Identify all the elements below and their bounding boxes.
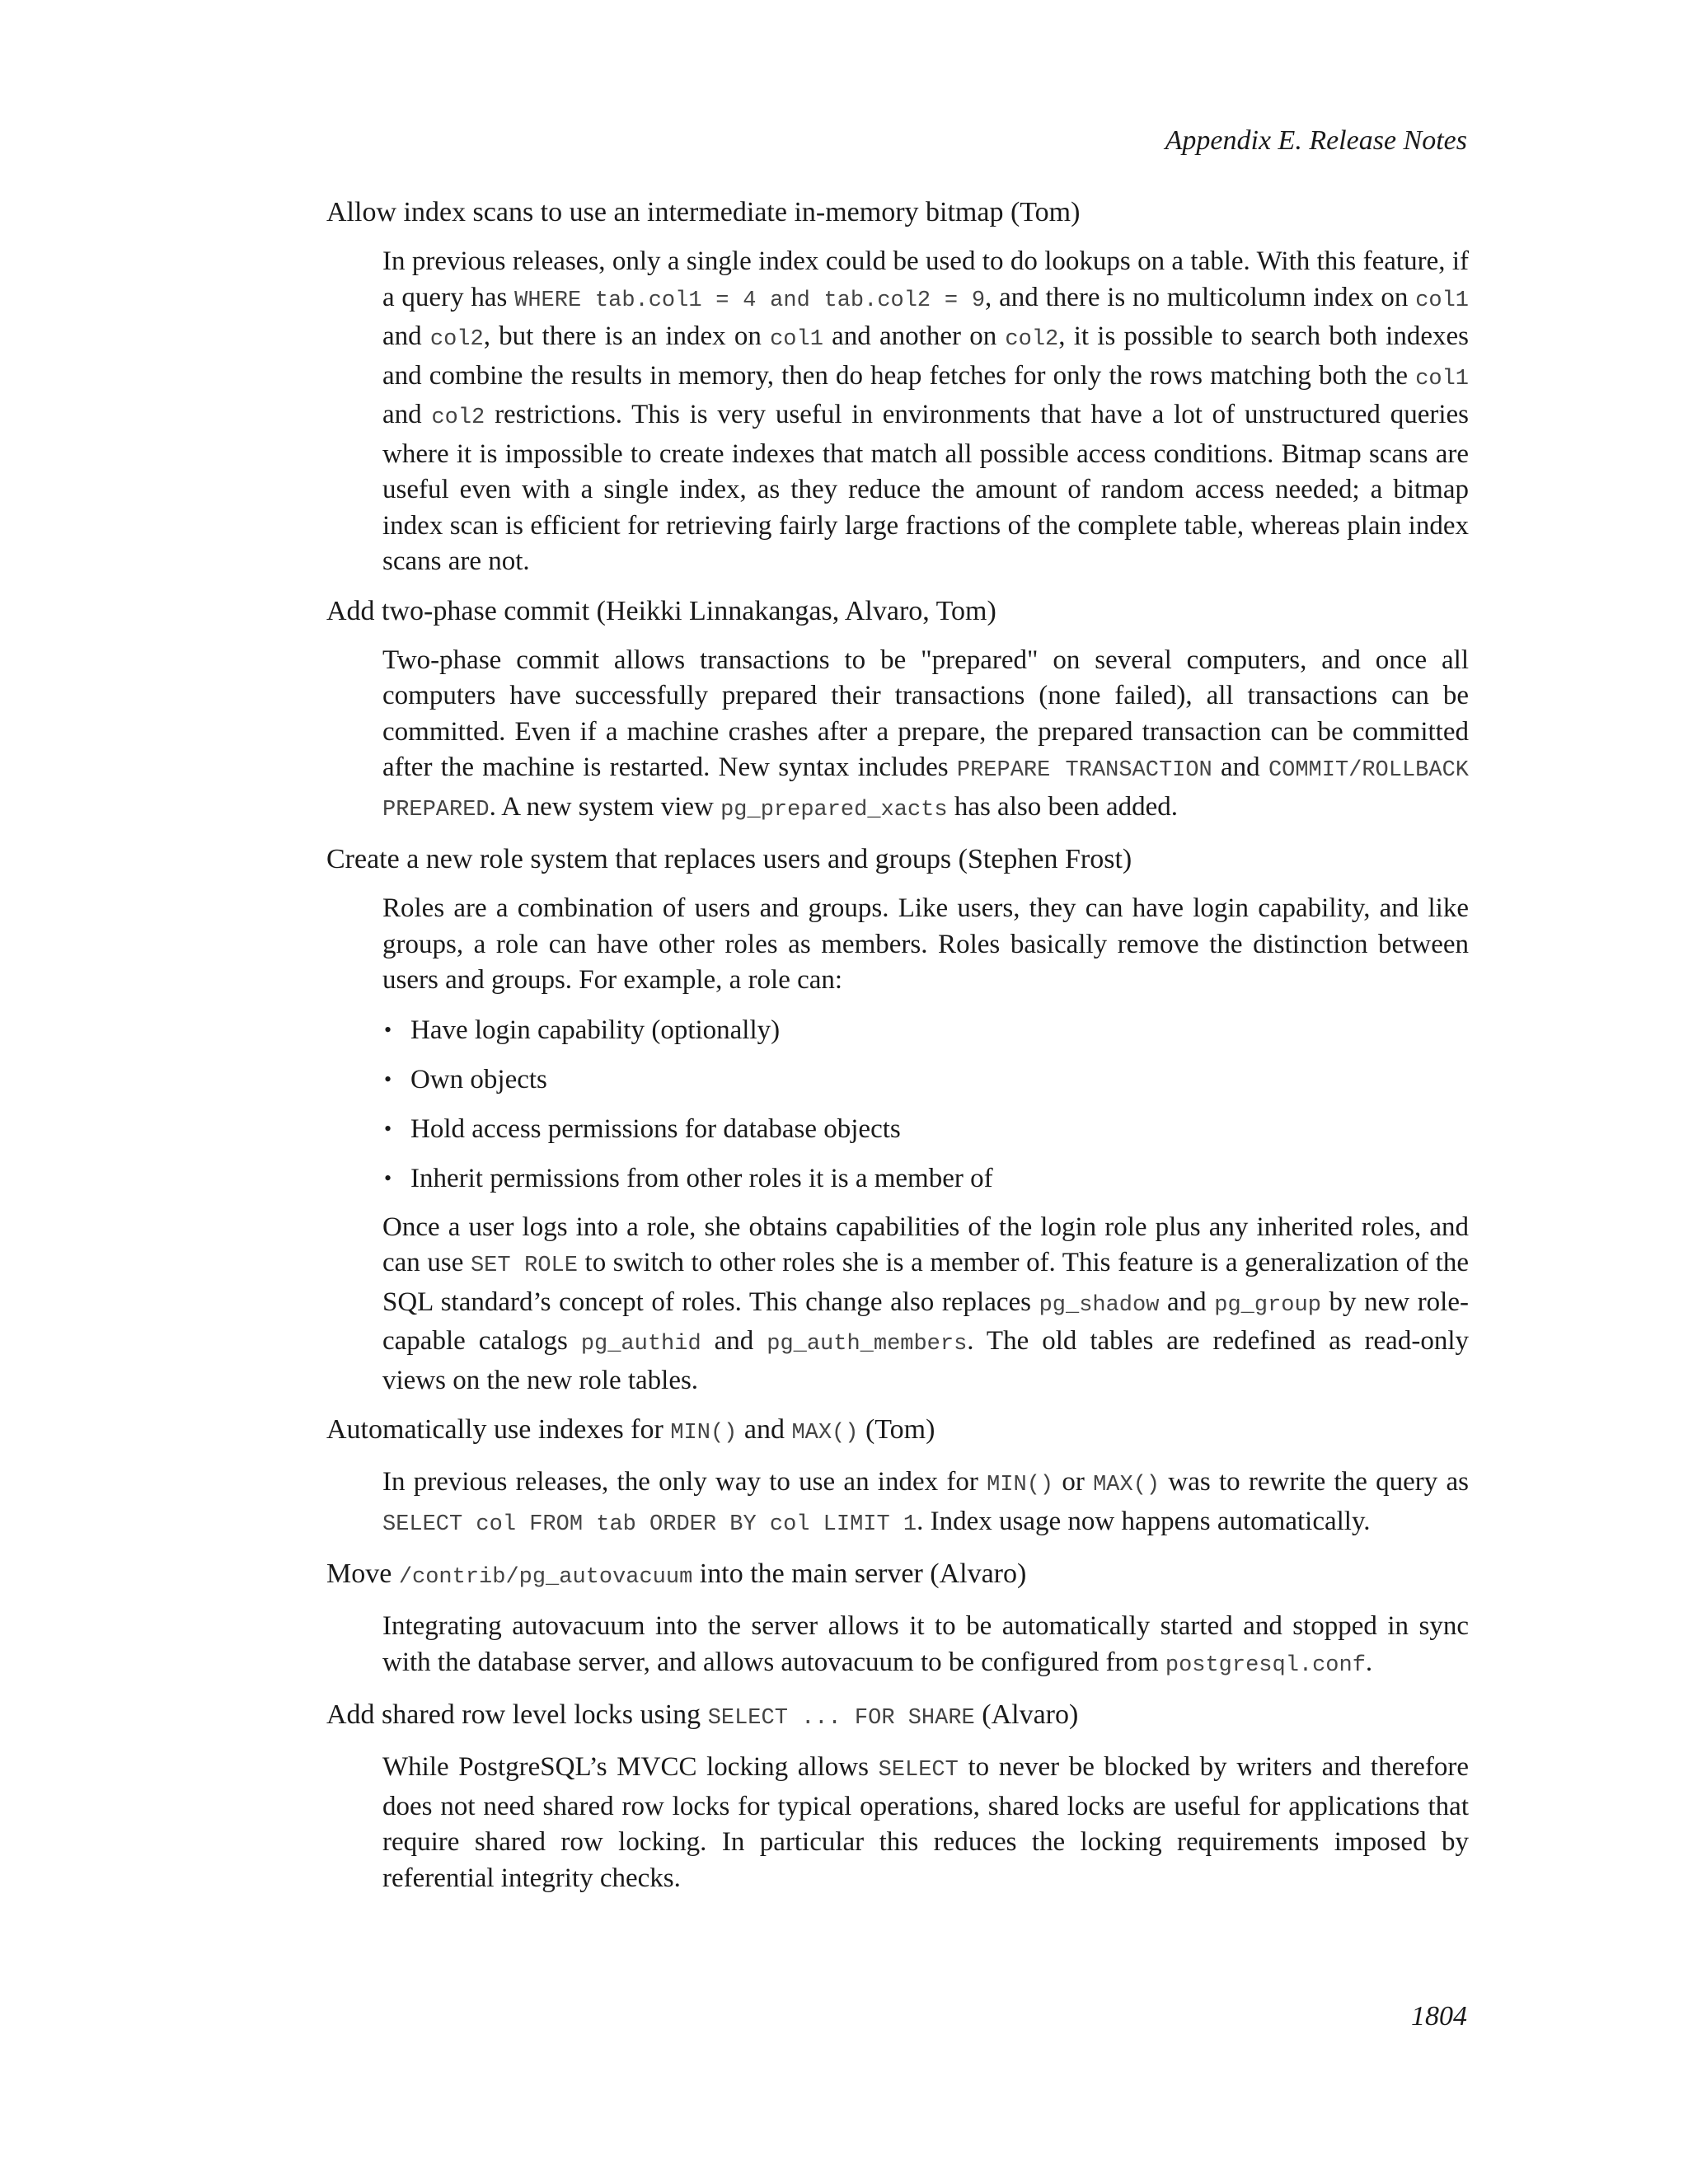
text: and: [737, 1414, 792, 1445]
paragraph: Roles are a combination of users and groups. Like users, they can have login capability, and like groups, a role can have other roles as members. Roles basically remove the distinction between users and groups. For example, a role can:: [382, 893, 1469, 995]
list-item-text: Inherit permissions from other roles it is a member of: [410, 1163, 993, 1193]
code: col2: [431, 405, 485, 430]
text: into the main server (Alvaro): [692, 1558, 1027, 1589]
text: . Index usage now happens automatically.: [917, 1506, 1371, 1536]
code: SELECT: [878, 1758, 959, 1783]
bullet-icon: •: [384, 1066, 392, 1091]
code: SET ROLE: [470, 1254, 578, 1278]
entry-desc-shared-row-locks: [382, 1750, 1469, 1896]
code: postgresql.conf: [1165, 1652, 1366, 1678]
text: In previous releases, the only way to use an index for: [382, 1467, 987, 1497]
code: col1: [1415, 366, 1469, 391]
code: MAX(): [791, 1421, 859, 1446]
text: (Alvaro): [974, 1699, 1079, 1730]
text: , but there is an index on: [483, 321, 771, 351]
code: col1: [1415, 288, 1469, 313]
text: Two-phase commit allows transactions to be "prepared" on several computers, and once all computers have successfully prepared their transactions (none failed), all transactions can be committed. Even if a machine crashes after a prepare, the prepared transaction can be committed after the machine is restarted. New syntax includes: [382, 644, 1469, 782]
bullet-icon: •: [384, 1116, 392, 1141]
text: , it is possible to search both indexes and combine the results in memory, then do heap fetches for only the rows matching both the: [382, 321, 1469, 391]
text: Automatically use indexes for: [326, 1414, 671, 1445]
code: col2: [429, 327, 484, 352]
code: pg_authid: [580, 1332, 701, 1357]
code: MIN(): [670, 1421, 738, 1446]
text: and: [701, 1326, 767, 1356]
entry-title-bitmap-index: Allow index scans to use an intermediate in-memory bitmap (Tom): [326, 197, 1081, 227]
text: Integrating autovacuum into the server allows it to be automatically started and stopped in sync with the database server, and allows autovacuum to be configured from: [382, 1611, 1469, 1677]
paragraph: [382, 244, 1469, 580]
running-header: Appendix E. Release Notes: [1165, 125, 1467, 156]
release-notes-list: [326, 194, 1469, 1910]
text: to never be blocked by writers and therefore does not need shared row locks for typical operations, shared locks are useful for applications that require shared row locking. In particular this reduces the locking requirements imposed by referential integrity checks.: [382, 1752, 1470, 1893]
list-item: [382, 1160, 1469, 1197]
text: Add shared row level locks using: [326, 1699, 708, 1730]
text: .: [1365, 1647, 1373, 1677]
text: and: [1212, 752, 1268, 782]
text: In previous releases, only a single index could be used to do lookups on a table. With this feature, if a query has: [382, 246, 1469, 312]
code: pg_auth_members: [767, 1332, 968, 1357]
text: restrictions. This is very useful in environments that have a lot of unstructured queries where it is impossible to create indexes that match all possible access conditions. Bitmap scans are useful even with a single index, as they reduce the amount of random access needed; a bitmap index scan is efficient for retrieving fairly large fractions of the complete table, whereas plain index scans are not.: [382, 400, 1469, 576]
entry-title-min-max-index: [326, 1412, 1469, 1451]
text: was to rewrite the query as: [1160, 1467, 1469, 1497]
role-capability-list: [382, 1012, 1469, 1197]
text: has also been added.: [947, 791, 1179, 822]
text: Move: [326, 1558, 399, 1589]
code: col1: [770, 327, 823, 352]
list-item: [382, 1012, 1469, 1048]
bullet-icon: •: [384, 1017, 392, 1042]
entry-desc-min-max-index: [382, 1465, 1469, 1543]
paragraph: [382, 1465, 1469, 1543]
text: or: [1053, 1467, 1094, 1497]
entry-desc-bitmap-index: [382, 244, 1469, 580]
bullet-icon: •: [384, 1165, 392, 1190]
page-number: 1804: [1411, 2001, 1467, 2032]
text: by new role-capable catalogs: [382, 1286, 1469, 1356]
text: While PostgreSQL’s MVCC locking allows: [382, 1752, 879, 1782]
code: MIN(): [987, 1473, 1054, 1497]
text: . The old tables are redefined as read-only views on the new role tables.: [382, 1326, 1469, 1395]
text: and: [382, 400, 432, 429]
text: and another on: [823, 321, 1006, 351]
code: PREPARE TRANSACTION: [956, 758, 1212, 783]
text: Once a user logs into a role, she obtains capabilities of the login role plus any inherited roles, and can use: [382, 1212, 1469, 1277]
paragraph: [382, 1609, 1469, 1684]
entry-title-autovacuum: [326, 1556, 1469, 1596]
entry-desc-role-system: [382, 891, 1469, 1399]
list-item-text: Have login capability (optionally): [410, 1015, 781, 1045]
code: /contrib/pg_autovacuum: [398, 1565, 693, 1590]
list-item-text: Own objects: [410, 1064, 547, 1094]
paragraph: [382, 1210, 1469, 1399]
paragraph: [382, 1750, 1469, 1896]
code: WHERE tab.col1 = 4 and tab.col2 = 9: [514, 288, 986, 313]
text: and: [382, 321, 430, 351]
text: . A new system view: [489, 791, 721, 822]
list-item: [382, 1111, 1469, 1147]
entry-title-two-phase-commit: Add two-phase commit (Heikki Linnakangas, Alvaro, Tom): [326, 595, 996, 626]
code: pg_group: [1214, 1292, 1321, 1318]
code: SELECT ... FOR SHARE: [707, 1706, 975, 1731]
entry-title-shared-row-locks: [326, 1697, 1469, 1736]
entry-desc-autovacuum: [382, 1609, 1469, 1684]
text: to switch to other roles she is a member of. This feature is a generalization of the SQL standard’s concept of roles. This change also replaces: [382, 1248, 1469, 1317]
code: pg_prepared_xacts: [720, 797, 948, 823]
code: COMMIT/ROLLBACK PREPARED: [382, 758, 1469, 823]
text: (Tom): [858, 1414, 935, 1445]
entry-title-role-system: Create a new role system that replaces users and groups (Stephen Frost): [326, 844, 1132, 874]
entry-desc-two-phase-commit: [382, 643, 1469, 829]
code: MAX(): [1093, 1473, 1160, 1497]
code: pg_shadow: [1039, 1292, 1160, 1318]
text: and: [1159, 1286, 1215, 1317]
list-item-text: Hold access permissions for database objects: [410, 1113, 901, 1144]
code: col2: [1005, 327, 1059, 352]
paragraph: [382, 643, 1469, 829]
text: , and there is no multicolumn index on: [985, 282, 1416, 312]
list-item: [382, 1062, 1469, 1098]
code: SELECT col FROM tab ORDER BY col LIMIT 1: [382, 1511, 917, 1537]
